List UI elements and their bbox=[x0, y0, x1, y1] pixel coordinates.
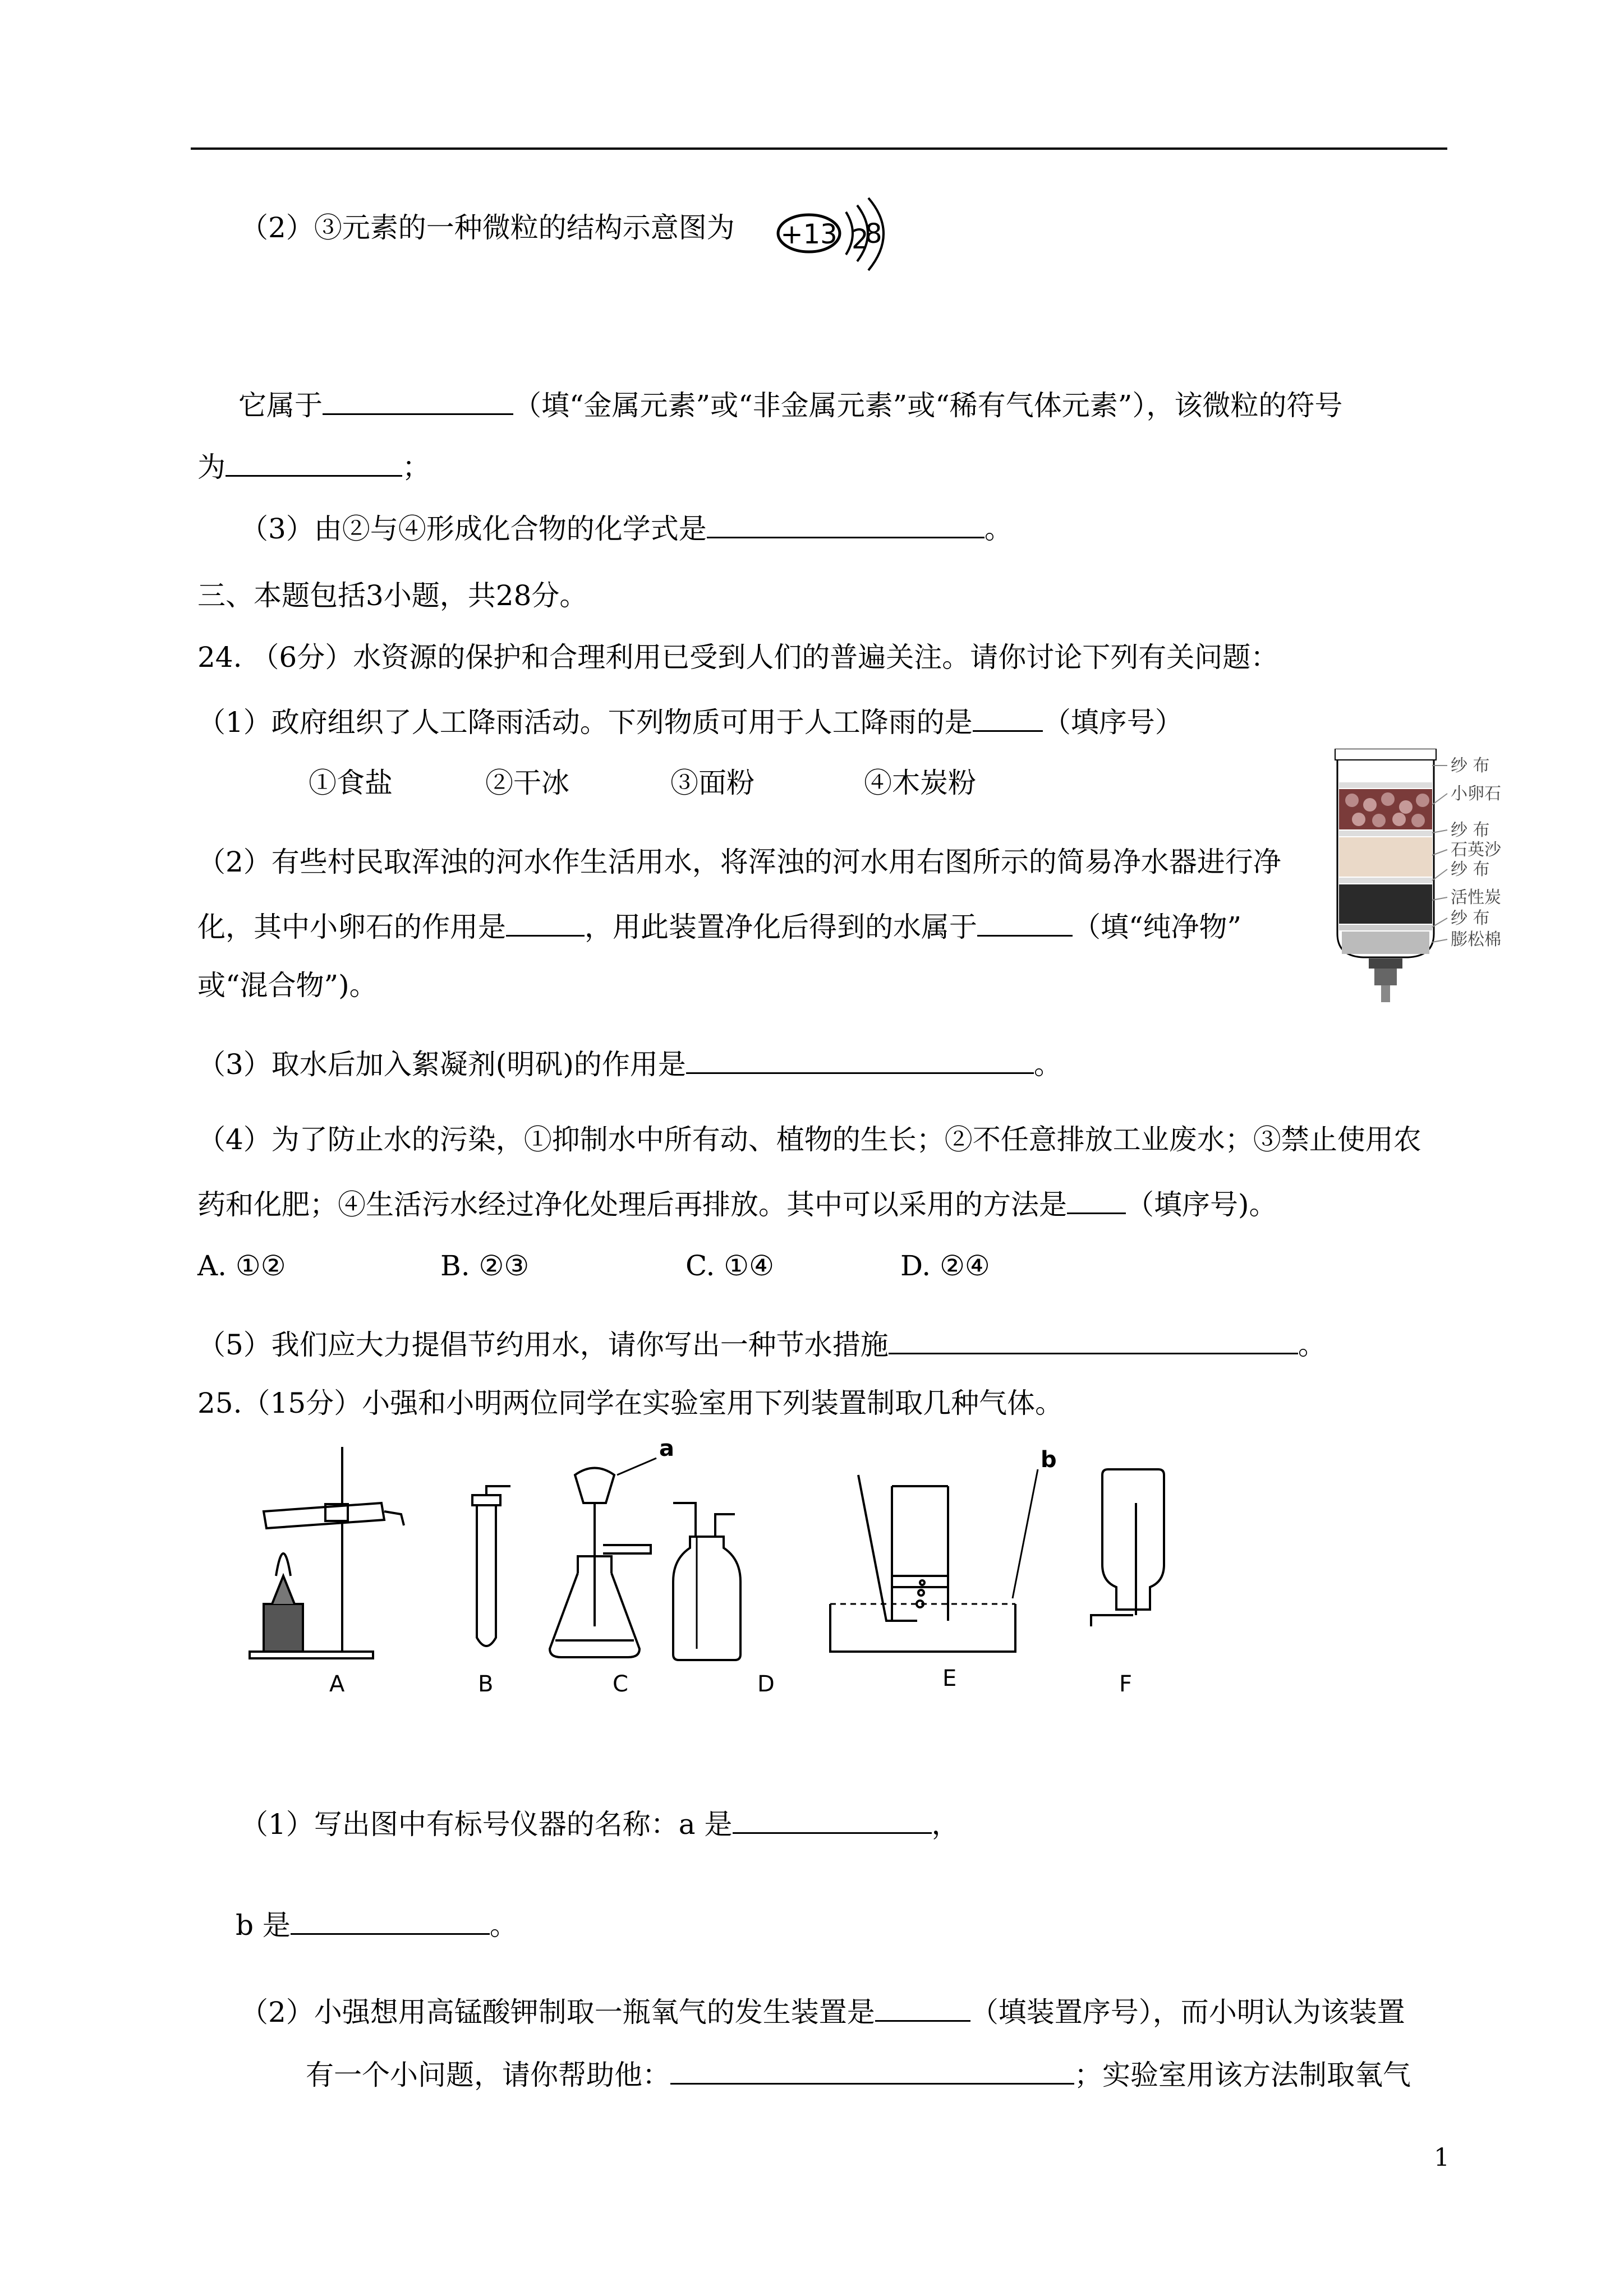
q24-choice-b: B. ②③ bbox=[440, 1250, 530, 1282]
filter-label-7: 纱 布 bbox=[1451, 909, 1490, 928]
marker-a: a bbox=[659, 1436, 674, 1461]
q25-part2-d: ；实验室用该方法制取氧气 bbox=[1074, 2059, 1411, 2091]
q23-part3-prefix: （3）由②与④形成化合物的化学式是 bbox=[240, 513, 707, 545]
answer-blank[interactable] bbox=[506, 906, 585, 937]
q24-part1-prefix: （1）政府组织了人工降雨活动。下列物质可用于人工降雨的是 bbox=[197, 706, 973, 739]
answer-blank[interactable] bbox=[323, 384, 513, 415]
q24-title: 24. （6分）水资源的保护和合理利用已受到人们的普遍关注。请你讨论下列有关问题： bbox=[197, 641, 1279, 674]
q25-part2-b: （填装置序号），而小明认为该装置 bbox=[970, 1996, 1405, 2028]
q24-option-2: ②干冰 bbox=[485, 767, 569, 799]
q23-part3-suffix: 。 bbox=[984, 513, 1013, 545]
q23-part2-line bbox=[240, 210, 735, 246]
answer-blank[interactable] bbox=[686, 1043, 1034, 1074]
q24-part3-line bbox=[197, 1043, 1062, 1082]
filter-label-2: 小卵石 bbox=[1451, 784, 1501, 804]
q25-part1b-suffix: 。 bbox=[489, 1909, 518, 1942]
q24-part5-suffix: 。 bbox=[1298, 1329, 1326, 1361]
apparatus-f bbox=[1091, 1469, 1164, 1626]
q23-symbol-suffix: ； bbox=[402, 451, 430, 483]
page-number: 1 bbox=[1434, 2143, 1450, 2172]
q24-part2-b: ，用此装置净化后得到的水属于 bbox=[585, 911, 977, 943]
q23-part2-text: （2）③元素的一种微粒的结构示意图为 bbox=[240, 211, 735, 244]
shell2-electrons: 8 bbox=[865, 218, 882, 250]
q24-part5-prefix: （5）我们应大力提倡节约用水，请你写出一种节水措施 bbox=[197, 1329, 889, 1361]
apparatus-e bbox=[830, 1469, 1038, 1652]
filter-label-8: 膨松棉 bbox=[1451, 930, 1501, 949]
answer-blank[interactable] bbox=[707, 508, 984, 538]
q25-title: 25.（15分）小强和小明两位同学在实验室用下列装置制取几种气体。 bbox=[197, 1387, 1064, 1419]
answer-blank[interactable] bbox=[875, 1991, 970, 2022]
q23-belongs-prefix: 它属于 bbox=[238, 389, 323, 422]
q24-choice-a: A. ①② bbox=[197, 1250, 286, 1282]
q25-part1-suffix: ， bbox=[931, 1808, 960, 1841]
q24-option-3: ③面粉 bbox=[670, 767, 755, 799]
q23-belongs-line bbox=[238, 384, 1342, 423]
apparatus-a bbox=[250, 1447, 404, 1658]
q24-part3-prefix: （3）取水后加入絮凝剂(明矾)的作用是 bbox=[197, 1048, 686, 1081]
q25-part1-prefix: （1）写出图中有标号仪器的名称：a 是 bbox=[240, 1808, 733, 1841]
q24-part4-line2 bbox=[197, 1183, 1277, 1223]
answer-blank[interactable] bbox=[973, 701, 1043, 732]
q23-symbol-prefix: 为 bbox=[197, 451, 226, 483]
section-3-heading: 三、本题包括3小题，共28分。 bbox=[197, 579, 588, 612]
q25-part2-line2 bbox=[306, 2054, 1411, 2093]
answer-blank[interactable] bbox=[889, 1324, 1298, 1354]
apparatus-label-a: A bbox=[329, 1671, 345, 1697]
q24-choice-d: D. ②④ bbox=[900, 1250, 990, 1282]
apparatus-label-b: B bbox=[478, 1671, 494, 1697]
answer-blank[interactable] bbox=[733, 1803, 932, 1834]
marker-b: b bbox=[1041, 1447, 1057, 1473]
lab-apparatus-diagram bbox=[241, 1436, 1363, 1705]
answer-blank[interactable] bbox=[291, 1904, 490, 1935]
filter-label-1: 纱 布 bbox=[1451, 756, 1490, 776]
apparatus-b bbox=[472, 1486, 510, 1646]
shell1-electrons: 2 bbox=[852, 224, 869, 255]
filter-label-4: 石英沙 bbox=[1451, 840, 1501, 860]
q25-part1-line bbox=[240, 1803, 960, 1842]
apparatus-label-f: F bbox=[1119, 1671, 1133, 1697]
answer-blank[interactable] bbox=[670, 2054, 1074, 2085]
apparatus-label-d: D bbox=[757, 1671, 775, 1697]
filter-label-3: 纱 布 bbox=[1451, 820, 1490, 840]
q23-belongs-suffix: （填“金属元素”或“非金属元素”或“稀有气体元素”），该微粒的符号 bbox=[513, 389, 1343, 422]
answer-blank[interactable] bbox=[977, 906, 1073, 937]
filter-label-6: 活性炭 bbox=[1451, 888, 1501, 907]
q24-part2-line1: （2）有些村民取浑浊的河水作生活用水，将浑浊的河水用右图所示的简易净水器进行净 bbox=[197, 846, 1281, 878]
atom-structure-diagram bbox=[774, 195, 942, 285]
q24-part4-line1: （4）为了防止水的污染，①抑制水中所有动、植物的生长；②不任意排放工业废水；③禁止使用农 bbox=[197, 1123, 1421, 1156]
q24-part3-suffix: 。 bbox=[1033, 1048, 1062, 1081]
q24-part4-b: （填序号)。 bbox=[1126, 1188, 1277, 1221]
q24-option-1: ①食盐 bbox=[309, 767, 393, 799]
q25-part2-line1 bbox=[240, 1991, 1405, 2030]
q25-part2-c: 有一个小问题，请你帮助他： bbox=[306, 2059, 670, 2091]
nucleus-charge: +13 bbox=[780, 219, 838, 250]
apparatus-c bbox=[550, 1458, 656, 1657]
q24-part1-suffix: （填序号） bbox=[1042, 706, 1183, 739]
apparatus-label-c: C bbox=[613, 1671, 628, 1697]
apparatus-label-e: E bbox=[942, 1666, 957, 1691]
q23-part3-line bbox=[240, 508, 1013, 547]
q24-option-4: ④木炭粉 bbox=[864, 767, 976, 799]
q24-part2-c: （填“纯净物” bbox=[1073, 911, 1242, 943]
apparatus-d bbox=[673, 1503, 740, 1660]
q24-choice-c: C. ①④ bbox=[686, 1250, 774, 1282]
q23-symbol-line bbox=[197, 446, 430, 485]
q25-part1b-prefix: b 是 bbox=[236, 1909, 291, 1942]
q24-part2-a: 化，其中小卵石的作用是 bbox=[197, 911, 506, 943]
q24-part5-line bbox=[197, 1324, 1326, 1363]
q24-part4-a: 药和化肥；④生活污水经过净化处理后再排放。其中可以采用的方法是 bbox=[197, 1188, 1067, 1221]
q24-part1-line bbox=[197, 701, 1183, 740]
header-rule bbox=[191, 147, 1447, 150]
q24-part2-line3: 或“混合物”)。 bbox=[197, 969, 378, 1002]
answer-blank[interactable] bbox=[1067, 1183, 1126, 1214]
q24-part2-line2 bbox=[197, 906, 1241, 945]
filter-label-5: 纱 布 bbox=[1451, 860, 1490, 879]
answer-blank[interactable] bbox=[226, 446, 402, 477]
water-filter-diagram bbox=[1329, 749, 1576, 1007]
q25-part1b-line bbox=[236, 1904, 518, 1943]
q25-part2-a: （2）小强想用高锰酸钾制取一瓶氧气的发生装置是 bbox=[240, 1996, 875, 2028]
